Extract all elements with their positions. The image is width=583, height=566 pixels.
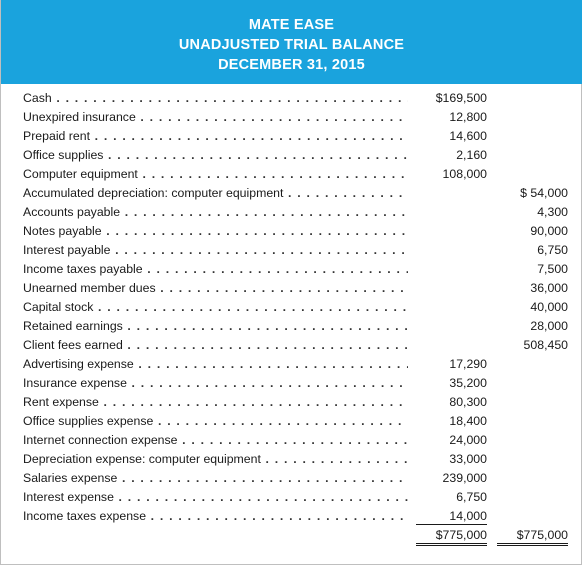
debit-amount: 33,000 <box>449 452 487 466</box>
debit-amount: 80,300 <box>449 395 487 409</box>
table-row <box>1 336 582 355</box>
header-banner <box>1 0 582 84</box>
report-date: DECEMBER 31, 2015 <box>218 57 365 73</box>
account-name: Retained earnings . . . <box>23 317 408 336</box>
table-row <box>1 412 582 431</box>
table-row <box>1 146 582 165</box>
account-name: Computer equipment . . . <box>23 165 408 184</box>
totals-row <box>1 526 582 545</box>
table-row <box>1 507 582 526</box>
table-row <box>1 89 582 108</box>
debit-amount: 239,000 <box>442 471 487 485</box>
account-name: Office supplies . . . <box>23 146 408 165</box>
report-title: UNADJUSTED TRIAL BALANCE <box>178 37 405 53</box>
account-name: Unearned member dues . . . <box>23 279 408 298</box>
account-name: Accumulated depreciation: computer equipment . . . <box>23 184 408 203</box>
credit-amount: 6,750 <box>537 243 568 257</box>
table-row <box>1 317 582 336</box>
table-row <box>1 355 582 374</box>
debit-amount: 17,290 <box>449 357 487 371</box>
table-row <box>1 222 582 241</box>
credit-amount: 7,500 <box>537 262 568 276</box>
account-name: Rent expense . . . <box>23 393 408 412</box>
account-name: Income taxes expense . . . <box>23 507 408 526</box>
credit-amount: 40,000 <box>530 300 568 314</box>
table-row <box>1 393 582 412</box>
table-row <box>1 203 582 222</box>
account-name: Prepaid rent . . . <box>23 127 408 146</box>
account-name: Cash . . . <box>23 89 408 108</box>
table-row <box>1 488 582 507</box>
credit-amount: 90,000 <box>530 224 568 238</box>
table-row <box>1 127 582 146</box>
credit-amount: $ 54,000 <box>520 186 568 200</box>
debit-total: $775,000 <box>416 526 487 546</box>
account-name: Interest expense . . . <box>23 488 408 507</box>
credit-amount: 508,450 <box>523 338 568 352</box>
account-name: Client fees earned . . . <box>23 336 408 355</box>
account-name: Unexpired insurance . . . <box>23 108 408 127</box>
account-name: Notes payable . . . <box>23 222 408 241</box>
account-name: Accounts payable . . . <box>23 203 408 222</box>
account-name: Insurance expense . . . <box>23 374 408 393</box>
account-rows <box>1 89 582 545</box>
account-name: Internet connection expense . . . <box>23 431 408 450</box>
credit-amount: 4,300 <box>537 205 568 219</box>
table-row <box>1 241 582 260</box>
table-row <box>1 469 582 488</box>
debit-amount: 14,000 <box>416 507 487 525</box>
table-row <box>1 184 582 203</box>
debit-amount: 24,000 <box>449 433 487 447</box>
account-name: Salaries expense . . . <box>23 469 408 488</box>
account-name: Interest payable . . . <box>23 241 408 260</box>
debit-amount: 6,750 <box>456 490 487 504</box>
credit-total: $775,000 <box>497 526 568 546</box>
table-row <box>1 279 582 298</box>
debit-amount: 108,000 <box>442 167 487 181</box>
table-row <box>1 298 582 317</box>
table-row <box>1 374 582 393</box>
credit-amount: 28,000 <box>530 319 568 333</box>
account-name: Depreciation expense: computer equipment . . . <box>23 450 408 469</box>
debit-amount: 18,400 <box>449 414 487 428</box>
account-name: Capital stock . . . <box>23 298 408 317</box>
debit-amount: $169,500 <box>435 91 487 105</box>
debit-amount: 2,160 <box>456 148 487 162</box>
table-row <box>1 260 582 279</box>
debit-amount: 14,600 <box>449 129 487 143</box>
table-row <box>1 108 582 127</box>
table-row <box>1 165 582 184</box>
account-name: Office supplies expense . . . <box>23 412 408 431</box>
table-row <box>1 431 582 450</box>
table-row <box>1 450 582 469</box>
account-name: Advertising expense . . . <box>23 355 408 374</box>
credit-amount: 36,000 <box>530 281 568 295</box>
debit-amount: 12,800 <box>449 110 487 124</box>
company-name: MATE EASE <box>248 17 335 33</box>
account-name: Income taxes payable . . . <box>23 260 408 279</box>
debit-amount: 35,200 <box>449 376 487 390</box>
